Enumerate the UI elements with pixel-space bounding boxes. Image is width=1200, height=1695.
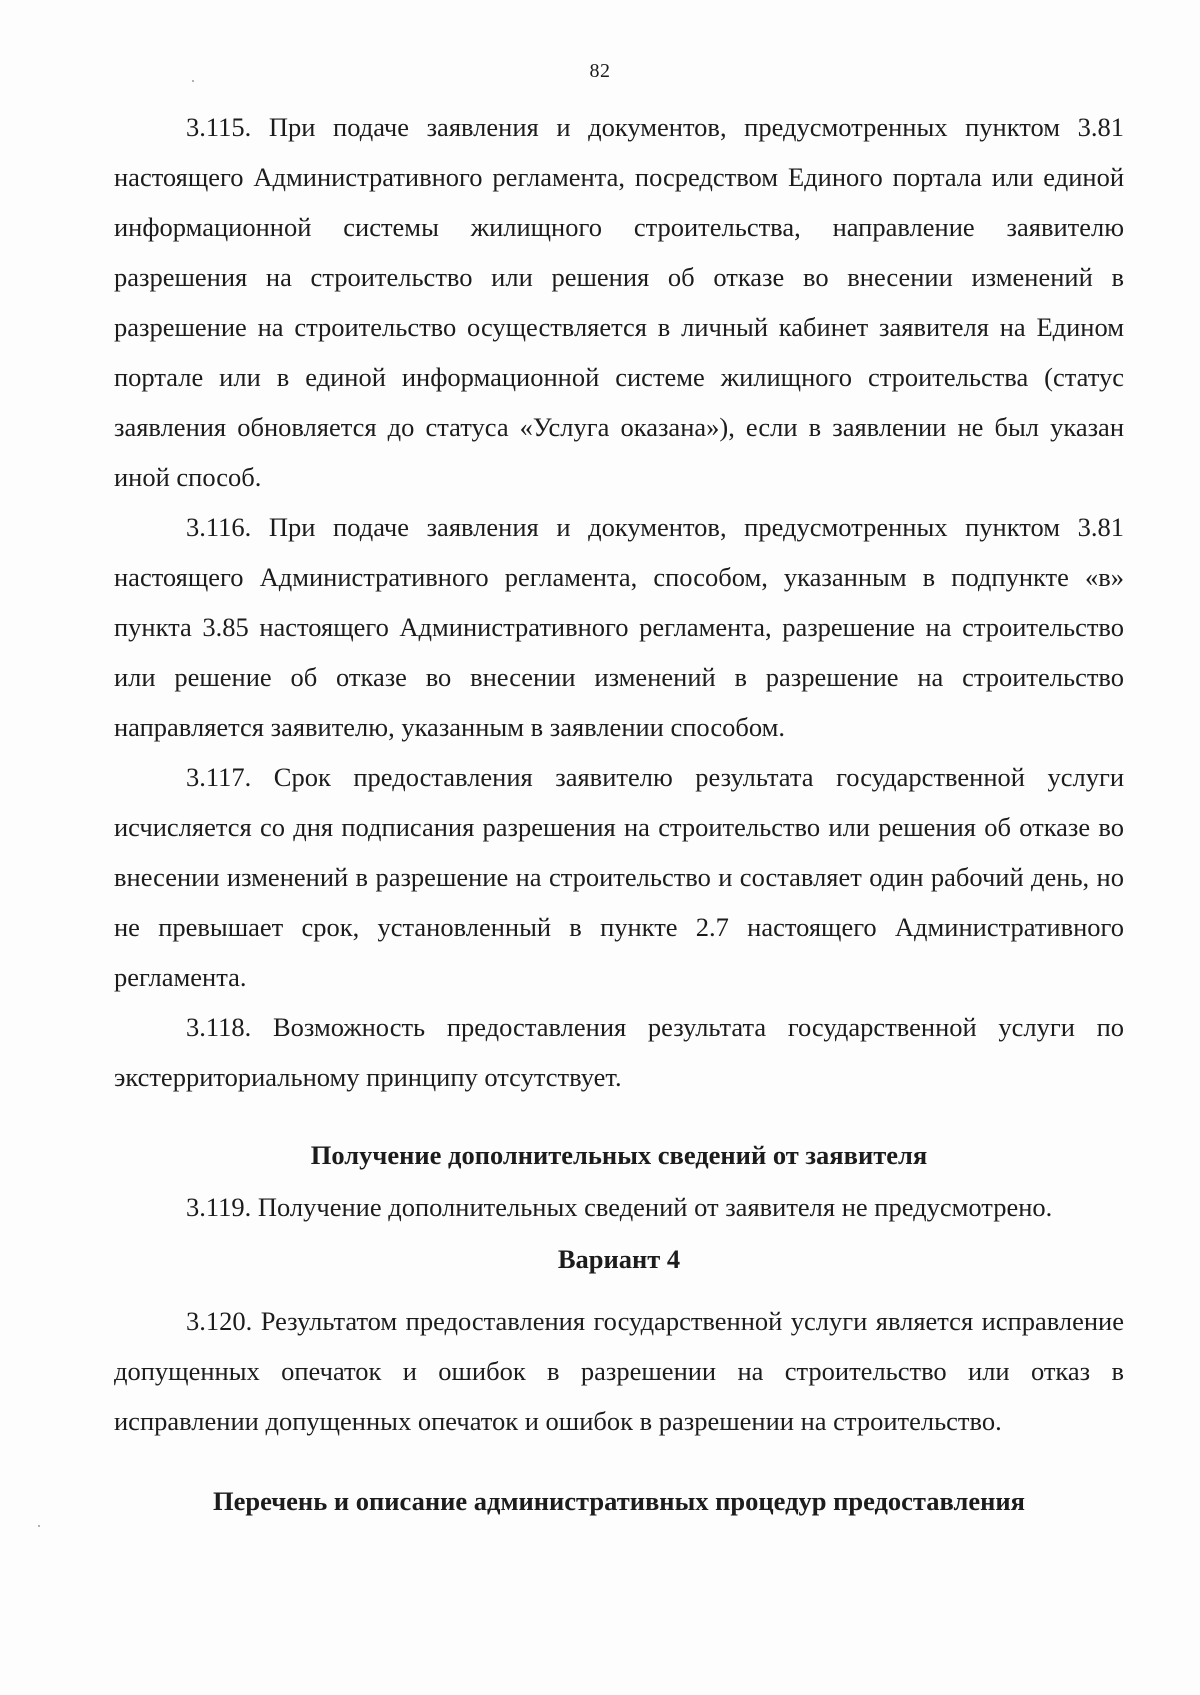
document-body xyxy=(114,102,1124,1526)
section-heading-additional-info: Получение дополнительных сведений от заявителя xyxy=(310,1140,928,1170)
page-number: 82 xyxy=(589,60,611,82)
paragraph-3-119: 3.119. Получение дополнительных сведений от заявителя не предусмотрено. xyxy=(186,1192,1053,1222)
paragraph-3-116: 3.116. При подаче заявления и документов, предусмотренных пунктом 3.81 настоящего Административного регламента, способом, указанным в подпункте «в» пункта 3.85 настоящего Административного регламента, разрешение на строительство или решение об отказе во внесении изменений в разрешение на строительство направляется заявителю, указанным в заявлении способом. xyxy=(114,512,1124,742)
section-heading-variant-4: Вариант 4 xyxy=(557,1244,681,1274)
paragraph-3-120: 3.120. Результатом предоставления государственной услуги является исправление допущенных опечаток и ошибок в разрешении на строительство или отказ в исправлении допущенных опечаток и ошибок в разрешении на строительство. xyxy=(114,1306,1124,1436)
paragraph-3-115: 3.115. При подаче заявления и документов, предусмотренных пунктом 3.81 настоящего Административного регламента, посредством Единого портала или единой информационной системы жилищного строительства, направление заявителю разрешения на строительство или решения об отказе во внесении изменений в разрешение на строительство осуществляется в личный кабинет заявителя на Едином портале или в единой информационной системе жилищного строительства (статус заявления обновляется до статуса «Услуга оказана»), если в заявлении не был указан иной способ. xyxy=(114,112,1124,492)
paragraph-3-117: 3.117. Срок предоставления заявителю результата государственной услуги исчисляется со дня подписания разрешения на строительство или решения об отказе во внесении изменений в разрешение на строительство и составляет один рабочий день, но не превышает срок, установленный в пункте 2.7 настоящего Административного регламента. xyxy=(114,762,1124,992)
paragraph-3-118: 3.118. Возможность предоставления результата государственной услуги по экстерриториальному принципу отсутствует. xyxy=(114,1012,1124,1092)
section-heading-procedures-list: Перечень и описание административных процедур предоставления xyxy=(213,1486,1025,1516)
scan-speck xyxy=(38,1525,40,1527)
